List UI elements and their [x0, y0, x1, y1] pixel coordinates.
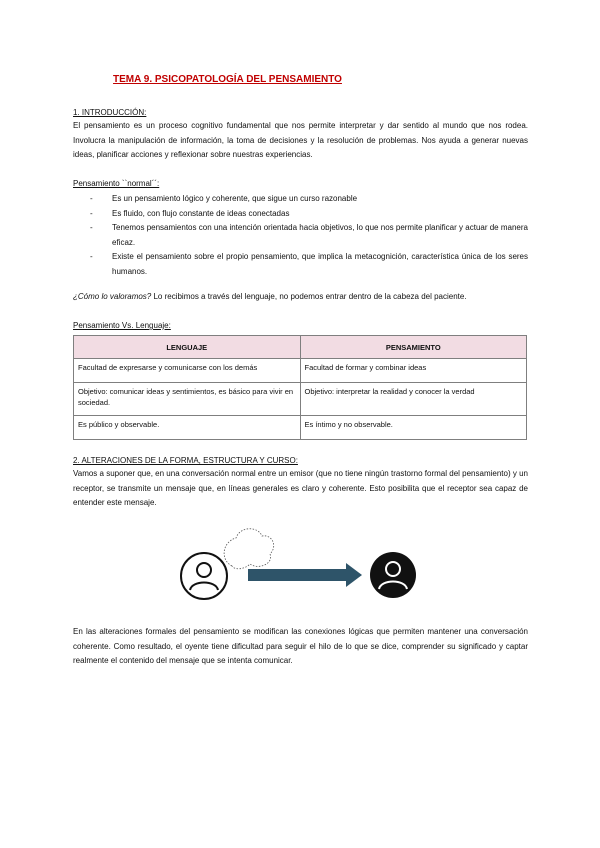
- table-header: PENSAMIENTO: [300, 336, 527, 359]
- table-cell: Es íntimo y no observable.: [300, 416, 527, 440]
- table-cell: Objetivo: interpretar la realidad y conocer la verdad: [300, 383, 527, 416]
- table-cell: Facultad de formar y combinar ideas: [300, 359, 527, 383]
- list-item: - Existe el pensamiento sobre el propio pensamiento, que implica la metacognición, característica única de los seres humanos.: [90, 250, 528, 279]
- section1-heading: 1. INTRODUCCIÓN:: [73, 108, 147, 117]
- table-cell: Facultad de expresarse y comunicarse con los demás: [74, 359, 301, 383]
- normal-heading: Pensamiento ``normal´´:: [73, 179, 160, 188]
- table-row: [74, 359, 527, 383]
- valoracion-answer: Lo recibimos a través del lenguaje, no podemos entrar dentro de la cabeza del paciente.: [151, 292, 467, 301]
- section2-heading: 2. ALTERACIONES DE LA FORMA, ESTRUCTURA Y CURSO:: [73, 456, 298, 465]
- comparison-table: [73, 335, 527, 440]
- list-item: - Tenemos pensamientos con una intención orientada hacia objetivos, lo que nos permite planificar y actuar de manera eficaz.: [90, 221, 528, 250]
- list-item: - Es un pensamiento lógico y coherente, que sigue un curso razonable: [90, 192, 528, 207]
- normal-list: [73, 192, 528, 279]
- valoracion-line: [73, 290, 528, 305]
- thought-bubble-icon: [224, 529, 274, 569]
- communication-diagram: [170, 520, 430, 620]
- valoracion-question: ¿Cómo lo valoramos?: [73, 292, 152, 301]
- list-item: - Es fluido, con flujo constante de ideas conectadas: [90, 207, 528, 222]
- table-cell: Es público y observable.: [74, 416, 301, 440]
- emitter-person-icon: [181, 553, 227, 599]
- section2-paragraph2: En las alteraciones formales del pensamiento se modifican las conexiones lógicas que permiten mantener una conversación coherente. Como resultado, el oyente tiene dificultad para seguir el hilo de lo que se dice, comprender su significado y captar realmente el contenido del mensaje que se intenta comunicar.: [73, 627, 528, 665]
- comparison-heading: Pensamiento Vs. Lenguaje:: [73, 321, 171, 330]
- section-alterations-conclusion: [73, 625, 528, 669]
- comparison-section: [73, 320, 528, 440]
- page-title: TEMA 9. PSICOPATOLOGÍA DEL PENSAMIENTO: [113, 74, 342, 85]
- table-row: [74, 416, 527, 440]
- table-cell: Objetivo: comunicar ideas y sentimientos, es básico para vivir en sociedad.: [74, 383, 301, 416]
- section1-paragraph: El pensamiento es un proceso cognitivo fundamental que nos permite interpretar y dar sentido al mundo que nos rodea. Involucra la manipulación de información, la toma de decisiones y la resolución de problemas. Nos ayuda a generar nuevas ideas, planificar acciones y reflexionar sobre nuestras experiencias.: [73, 121, 528, 159]
- table-header: LENGUAJE: [74, 336, 301, 359]
- receiver-person-icon: [370, 552, 416, 598]
- section-introduction: [73, 107, 528, 163]
- section-normal-thought: [73, 178, 528, 279]
- section2-paragraph: Vamos a suponer que, en una conversación normal entre un emisor (que no tiene ningún trastorno formal del pensamiento) y un receptor, se transmite un mensaje que, en líneas generales es claro y coherente. Esto posibilita que el receptor sea capaz de entender este mensaje.: [73, 469, 528, 507]
- message-arrow-icon: [248, 563, 362, 587]
- section-alterations: [73, 455, 528, 511]
- table-row: [74, 383, 527, 416]
